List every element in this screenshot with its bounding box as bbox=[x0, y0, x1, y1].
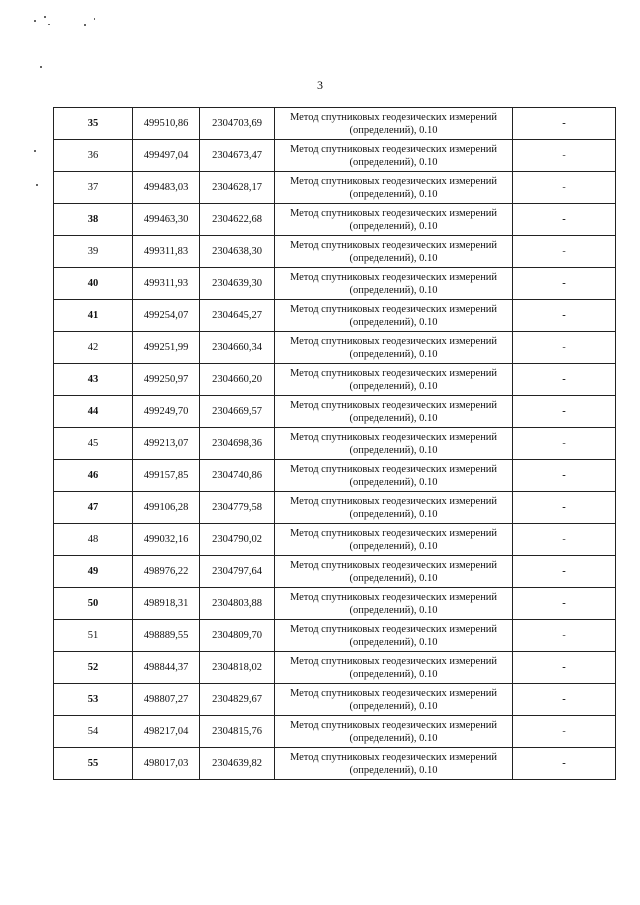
note-cell: - bbox=[513, 716, 616, 748]
note-cell: - bbox=[513, 172, 616, 204]
method-text-line-2: (определений), 0.10 bbox=[349, 156, 438, 168]
table-row bbox=[54, 716, 616, 748]
table-row bbox=[54, 204, 616, 236]
method-text-line-2: (определений), 0.10 bbox=[349, 604, 438, 616]
point-number-cell: 38 bbox=[54, 204, 133, 236]
method-text-line-2: (определений), 0.10 bbox=[349, 316, 438, 328]
x-coordinate-cell: 499463,30 bbox=[133, 204, 200, 236]
point-number-cell: 50 bbox=[54, 588, 133, 620]
method-cell bbox=[275, 588, 513, 620]
y-coordinate-cell: 2304740,86 bbox=[200, 460, 275, 492]
point-number-cell: 45 bbox=[54, 428, 133, 460]
method-text-line-2: (определений), 0.10 bbox=[349, 636, 438, 648]
y-coordinate-cell: 2304698,36 bbox=[200, 428, 275, 460]
note-cell: - bbox=[513, 140, 616, 172]
note-cell: - bbox=[513, 556, 616, 588]
note-cell: - bbox=[513, 524, 616, 556]
table-row bbox=[54, 652, 616, 684]
note-cell: - bbox=[513, 204, 616, 236]
x-coordinate-cell: 499311,83 bbox=[133, 236, 200, 268]
method-cell bbox=[275, 364, 513, 396]
page-number: 3 bbox=[317, 78, 323, 92]
scan-speck bbox=[34, 150, 36, 152]
method-cell bbox=[275, 716, 513, 748]
method-text-line-1: Метод спутниковых геодезических измерений bbox=[289, 623, 498, 635]
y-coordinate-cell: 2304639,82 bbox=[200, 748, 275, 780]
method-text-line-2: (определений), 0.10 bbox=[349, 188, 438, 200]
x-coordinate-cell: 499251,99 bbox=[133, 332, 200, 364]
method-text-line-1: Метод спутниковых геодезических измерений bbox=[289, 431, 498, 443]
method-cell bbox=[275, 460, 513, 492]
method-cell bbox=[275, 428, 513, 460]
y-coordinate-cell: 2304779,58 bbox=[200, 492, 275, 524]
point-number-cell: 55 bbox=[54, 748, 133, 780]
note-cell: - bbox=[513, 428, 616, 460]
x-coordinate-cell: 498017,03 bbox=[133, 748, 200, 780]
coordinates-table bbox=[53, 107, 616, 780]
method-text-line-2: (определений), 0.10 bbox=[349, 380, 438, 392]
method-cell bbox=[275, 652, 513, 684]
method-cell bbox=[275, 620, 513, 652]
y-coordinate-cell: 2304669,57 bbox=[200, 396, 275, 428]
method-cell bbox=[275, 268, 513, 300]
y-coordinate-cell: 2304622,68 bbox=[200, 204, 275, 236]
y-coordinate-cell: 2304660,20 bbox=[200, 364, 275, 396]
table-row bbox=[54, 108, 616, 140]
note-cell: - bbox=[513, 268, 616, 300]
table-row bbox=[54, 364, 616, 396]
table-row bbox=[54, 428, 616, 460]
x-coordinate-cell: 499254,07 bbox=[133, 300, 200, 332]
coordinates-table-body bbox=[54, 108, 616, 780]
method-cell bbox=[275, 236, 513, 268]
method-cell bbox=[275, 172, 513, 204]
point-number-cell: 37 bbox=[54, 172, 133, 204]
x-coordinate-cell: 499497,04 bbox=[133, 140, 200, 172]
method-text-line-1: Метод спутниковых геодезических измерений bbox=[289, 591, 498, 603]
method-text-line-1: Метод спутниковых геодезических измерений bbox=[289, 495, 498, 507]
y-coordinate-cell: 2304673,47 bbox=[200, 140, 275, 172]
y-coordinate-cell: 2304645,27 bbox=[200, 300, 275, 332]
x-coordinate-cell: 498918,31 bbox=[133, 588, 200, 620]
method-cell bbox=[275, 492, 513, 524]
x-coordinate-cell: 499510,86 bbox=[133, 108, 200, 140]
method-cell bbox=[275, 140, 513, 172]
scan-speck bbox=[34, 20, 36, 22]
y-coordinate-cell: 2304628,17 bbox=[200, 172, 275, 204]
method-cell bbox=[275, 748, 513, 780]
note-cell: - bbox=[513, 332, 616, 364]
x-coordinate-cell: 499311,93 bbox=[133, 268, 200, 300]
point-number-cell: 35 bbox=[54, 108, 133, 140]
scan-speck bbox=[44, 16, 46, 18]
method-text-line-2: (определений), 0.10 bbox=[349, 252, 438, 264]
method-text-line-1: Метод спутниковых геодезических измерений bbox=[289, 207, 498, 219]
point-number-cell: 36 bbox=[54, 140, 133, 172]
y-coordinate-cell: 2304660,34 bbox=[200, 332, 275, 364]
table-row bbox=[54, 620, 616, 652]
y-coordinate-cell: 2304797,64 bbox=[200, 556, 275, 588]
method-cell bbox=[275, 204, 513, 236]
y-coordinate-cell: 2304639,30 bbox=[200, 268, 275, 300]
method-text-line-2: (определений), 0.10 bbox=[349, 220, 438, 232]
point-number-cell: 53 bbox=[54, 684, 133, 716]
scan-speck bbox=[40, 66, 42, 68]
method-text-line-2: (определений), 0.10 bbox=[349, 764, 438, 776]
method-text-line-2: (определений), 0.10 bbox=[349, 476, 438, 488]
method-text-line-2: (определений), 0.10 bbox=[349, 572, 438, 584]
point-number-cell: 46 bbox=[54, 460, 133, 492]
table-row bbox=[54, 588, 616, 620]
method-cell bbox=[275, 556, 513, 588]
point-number-cell: 47 bbox=[54, 492, 133, 524]
scan-speck bbox=[36, 184, 38, 186]
method-text-line-2: (определений), 0.10 bbox=[349, 348, 438, 360]
x-coordinate-cell: 498807,27 bbox=[133, 684, 200, 716]
point-number-cell: 40 bbox=[54, 268, 133, 300]
scan-speck bbox=[84, 24, 86, 26]
table-row bbox=[54, 748, 616, 780]
method-text-line-1: Метод спутниковых геодезических измерений bbox=[289, 399, 498, 411]
method-text-line-2: (определений), 0.10 bbox=[349, 124, 438, 136]
method-cell bbox=[275, 524, 513, 556]
method-text-line-2: (определений), 0.10 bbox=[349, 700, 438, 712]
note-cell: - bbox=[513, 236, 616, 268]
x-coordinate-cell: 499250,97 bbox=[133, 364, 200, 396]
x-coordinate-cell: 498976,22 bbox=[133, 556, 200, 588]
x-coordinate-cell: 499213,07 bbox=[133, 428, 200, 460]
method-text-line-2: (определений), 0.10 bbox=[349, 444, 438, 456]
method-cell bbox=[275, 332, 513, 364]
note-cell: - bbox=[513, 684, 616, 716]
method-text-line-1: Метод спутниковых геодезических измерений bbox=[289, 719, 498, 731]
point-number-cell: 48 bbox=[54, 524, 133, 556]
point-number-cell: 44 bbox=[54, 396, 133, 428]
method-cell bbox=[275, 684, 513, 716]
note-cell: - bbox=[513, 396, 616, 428]
table-row bbox=[54, 460, 616, 492]
scan-speck bbox=[48, 24, 50, 25]
x-coordinate-cell: 498889,55 bbox=[133, 620, 200, 652]
y-coordinate-cell: 2304809,70 bbox=[200, 620, 275, 652]
y-coordinate-cell: 2304703,69 bbox=[200, 108, 275, 140]
method-cell bbox=[275, 108, 513, 140]
x-coordinate-cell: 499032,16 bbox=[133, 524, 200, 556]
note-cell: - bbox=[513, 620, 616, 652]
method-text-line-1: Метод спутниковых геодезических измерений bbox=[289, 367, 498, 379]
method-text-line-2: (определений), 0.10 bbox=[349, 668, 438, 680]
method-text-line-2: (определений), 0.10 bbox=[349, 412, 438, 424]
method-cell bbox=[275, 300, 513, 332]
point-number-cell: 42 bbox=[54, 332, 133, 364]
method-text-line-2: (определений), 0.10 bbox=[349, 732, 438, 744]
y-coordinate-cell: 2304803,88 bbox=[200, 588, 275, 620]
table-row bbox=[54, 396, 616, 428]
note-cell: - bbox=[513, 588, 616, 620]
point-number-cell: 52 bbox=[54, 652, 133, 684]
y-coordinate-cell: 2304638,30 bbox=[200, 236, 275, 268]
method-text-line-2: (определений), 0.10 bbox=[349, 284, 438, 296]
x-coordinate-cell: 499106,28 bbox=[133, 492, 200, 524]
table-row bbox=[54, 172, 616, 204]
method-text-line-1: Метод спутниковых геодезических измерений bbox=[289, 303, 498, 315]
note-cell: - bbox=[513, 492, 616, 524]
y-coordinate-cell: 2304790,02 bbox=[200, 524, 275, 556]
method-text-line-1: Метод спутниковых геодезических измерений bbox=[289, 239, 498, 251]
table-row bbox=[54, 684, 616, 716]
table-row bbox=[54, 492, 616, 524]
note-cell: - bbox=[513, 748, 616, 780]
method-text-line-1: Метод спутниковых геодезических измерений bbox=[289, 271, 498, 283]
table-row bbox=[54, 556, 616, 588]
note-cell: - bbox=[513, 652, 616, 684]
x-coordinate-cell: 498217,04 bbox=[133, 716, 200, 748]
x-coordinate-cell: 499483,03 bbox=[133, 172, 200, 204]
note-cell: - bbox=[513, 108, 616, 140]
note-cell: - bbox=[513, 460, 616, 492]
y-coordinate-cell: 2304829,67 bbox=[200, 684, 275, 716]
x-coordinate-cell: 498844,37 bbox=[133, 652, 200, 684]
method-text-line-1: Метод спутниковых геодезических измерений bbox=[289, 335, 498, 347]
note-cell: - bbox=[513, 300, 616, 332]
method-text-line-1: Метод спутниковых геодезических измерений bbox=[289, 559, 498, 571]
point-number-cell: 51 bbox=[54, 620, 133, 652]
x-coordinate-cell: 499157,85 bbox=[133, 460, 200, 492]
scan-speck bbox=[94, 18, 95, 20]
point-number-cell: 49 bbox=[54, 556, 133, 588]
method-text-line-1: Метод спутниковых геодезических измерений bbox=[289, 527, 498, 539]
method-text-line-1: Метод спутниковых геодезических измерений bbox=[289, 687, 498, 699]
method-text-line-2: (определений), 0.10 bbox=[349, 540, 438, 552]
y-coordinate-cell: 2304818,02 bbox=[200, 652, 275, 684]
table-row bbox=[54, 300, 616, 332]
table-row bbox=[54, 332, 616, 364]
method-text-line-1: Метод спутниковых геодезических измерений bbox=[289, 655, 498, 667]
note-cell: - bbox=[513, 364, 616, 396]
table-row bbox=[54, 268, 616, 300]
method-text-line-1: Метод спутниковых геодезических измерений bbox=[289, 143, 498, 155]
point-number-cell: 54 bbox=[54, 716, 133, 748]
table-row bbox=[54, 524, 616, 556]
method-text-line-1: Метод спутниковых геодезических измерений bbox=[289, 751, 498, 763]
table-row bbox=[54, 140, 616, 172]
method-text-line-1: Метод спутниковых геодезических измерений bbox=[289, 175, 498, 187]
x-coordinate-cell: 499249,70 bbox=[133, 396, 200, 428]
point-number-cell: 39 bbox=[54, 236, 133, 268]
point-number-cell: 43 bbox=[54, 364, 133, 396]
method-text-line-2: (определений), 0.10 bbox=[349, 508, 438, 520]
method-text-line-1: Метод спутниковых геодезических измерений bbox=[289, 111, 498, 123]
table-row bbox=[54, 236, 616, 268]
method-cell bbox=[275, 396, 513, 428]
y-coordinate-cell: 2304815,76 bbox=[200, 716, 275, 748]
method-text-line-1: Метод спутниковых геодезических измерений bbox=[289, 463, 498, 475]
point-number-cell: 41 bbox=[54, 300, 133, 332]
